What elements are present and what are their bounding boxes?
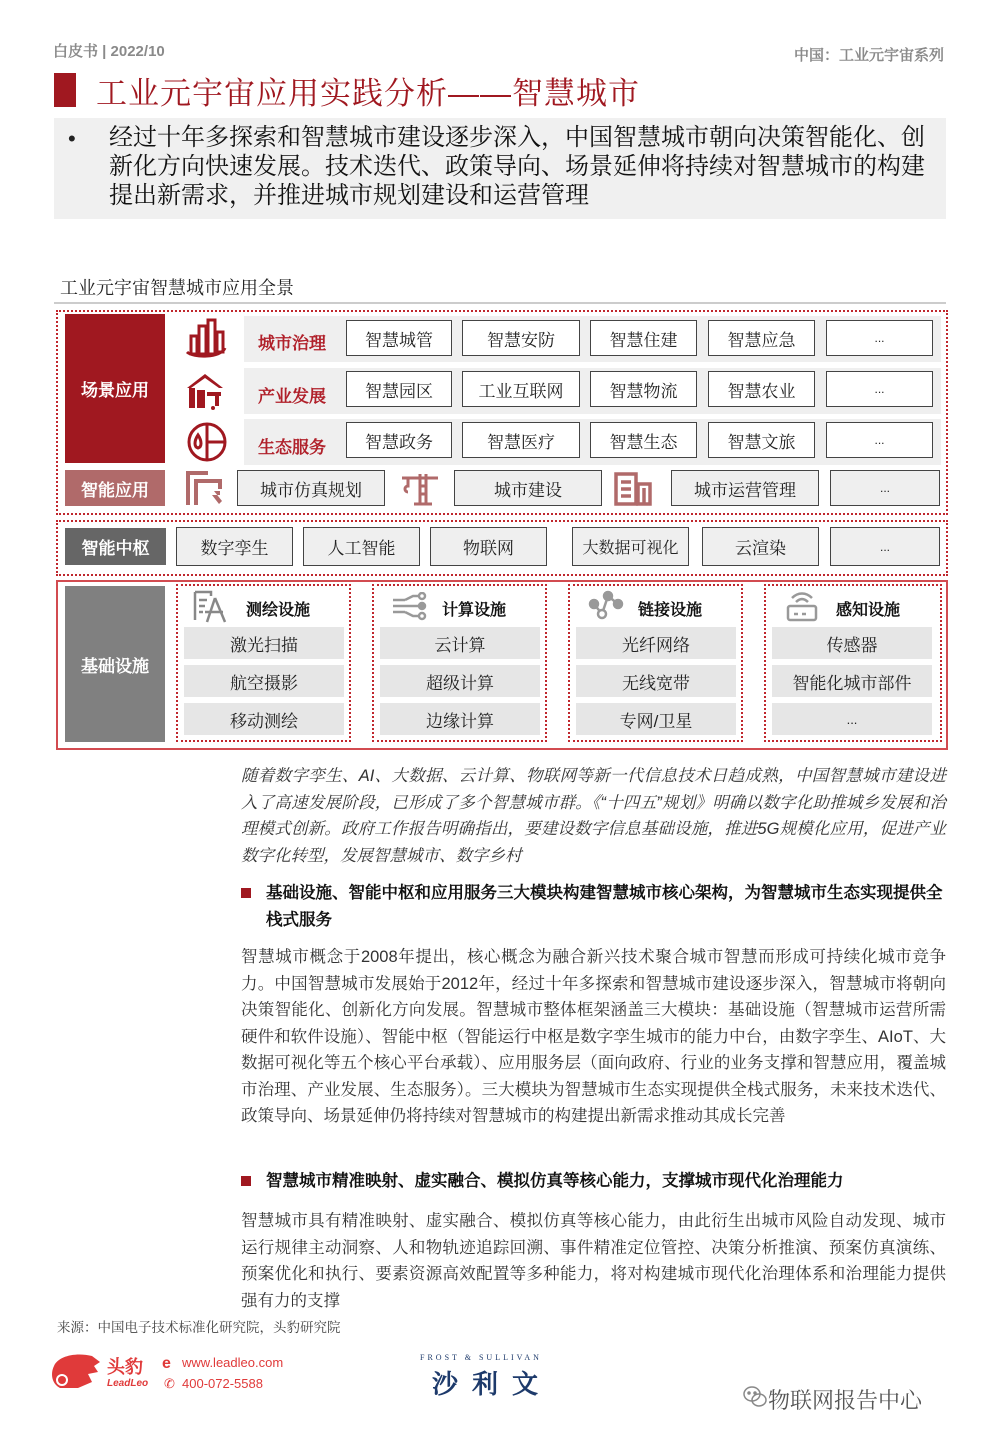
frost-sullivan-en: FROST & SULLIVAN <box>420 1353 542 1362</box>
website-link[interactable]: www.leadleo.com <box>182 1355 284 1370</box>
leadleo-leopard-logo-icon <box>48 1352 104 1397</box>
frost-sullivan-cn: 沙利文 <box>432 1369 553 1399</box>
scene-item-more: ... <box>826 320 933 356</box>
section2-heading-text: 智慧城市精准映射、虚实融合、模拟仿真等核心能力，支撑城市现代化治理能力 <box>266 1172 844 1190</box>
category-governance: 城市治理 <box>258 334 326 353</box>
infra-group-title: 链接设施 <box>638 602 703 619</box>
infra-group-title: 计算设施 <box>442 602 507 619</box>
section1-heading-text: 基础设施、智能中枢和应用服务三大模块构建智慧城市核心架构，为智慧城市生态实现提供全栈式服务 <box>266 884 943 929</box>
scene-item-more: ... <box>826 422 933 458</box>
summary-box <box>54 118 946 219</box>
hub-item: 物联网 <box>430 527 547 566</box>
sensor-router-icon <box>784 590 820 627</box>
red-square-bullet-icon <box>241 1176 251 1186</box>
smart-app-item-more: ... <box>830 470 940 506</box>
industry-house-icon <box>183 370 229 417</box>
scene-item: 智慧物流 <box>590 371 697 407</box>
scene-item: 智慧医疗 <box>462 422 580 458</box>
hub-item: 大数据可视化 <box>572 527 689 566</box>
phone-number: 400-072-5588 <box>182 1376 263 1391</box>
simulation-plan-icon <box>186 471 226 512</box>
infra-item: 智能化城市部件 <box>772 665 932 697</box>
scene-item: 智慧住建 <box>590 320 697 356</box>
hub-item: 云渲染 <box>702 527 819 566</box>
scene-item: 智慧安防 <box>462 320 580 356</box>
compute-circuit-icon <box>391 592 427 627</box>
red-square-bullet-icon <box>241 888 251 898</box>
scene-item: 智慧园区 <box>346 371 452 407</box>
ie-browser-icon: e <box>162 1355 171 1372</box>
scene-item-more: ... <box>826 371 933 407</box>
infra-item: 云计算 <box>380 627 540 659</box>
infra-item: 移动测绘 <box>184 703 344 735</box>
figure-divider <box>54 302 946 304</box>
infra-item: 传感器 <box>772 627 932 659</box>
scene-item: 智慧政务 <box>346 422 452 458</box>
city-buildings-icon <box>183 318 229 363</box>
category-ecology: 生态服务 <box>258 438 326 457</box>
bullet-icon: • <box>68 126 76 151</box>
building-ops-icon <box>614 472 654 511</box>
smart-app-item: 城市建设 <box>454 470 602 506</box>
hub-item: 人工智能 <box>303 527 420 566</box>
infra-item: 激光扫描 <box>184 627 344 659</box>
wechat-account-label: 物联网报告中心 <box>768 1388 923 1413</box>
smart-app-item: 城市运营管理 <box>671 470 819 506</box>
category-industry: 产业发展 <box>258 387 326 406</box>
leadleo-sub: LeadLeo <box>107 1378 149 1389</box>
scene-item: 智慧生态 <box>590 422 697 458</box>
wechat-icon <box>742 1384 768 1415</box>
smart-app-label: 智能应用 <box>65 470 165 506</box>
smart-app-item: 城市仿真规划 <box>237 470 385 506</box>
infra-item: 专网/卫星 <box>576 703 736 735</box>
infra-item-more: ... <box>772 703 932 735</box>
crane-icon <box>400 472 440 511</box>
scene-item: 工业互联网 <box>462 371 580 407</box>
figure-title: 工业元宇宙智慧城市应用全景 <box>60 278 294 298</box>
infra-group-title: 测绘设施 <box>246 602 311 619</box>
infra-item: 无线宽带 <box>576 665 736 697</box>
globe-drop-icon <box>186 421 228 468</box>
scene-item: 智慧城管 <box>346 320 452 356</box>
infra-item: 边缘计算 <box>380 703 540 735</box>
infra-label: 基础设施 <box>65 586 165 742</box>
title-accent-bar <box>54 73 76 107</box>
hub-label: 智能中枢 <box>65 528 166 565</box>
page-title: 工业元宇宙应用实践分析——智慧城市 <box>96 76 640 111</box>
source-note: 来源：中国电子技术标准化研究院，头豹研究院 <box>57 1320 341 1335</box>
phone-icon: ✆ <box>164 1376 175 1391</box>
section2-paragraph: 智慧城市具有精准映射、虚实融合、模拟仿真等核心能力，由此衍生出城市风险自动发现、城市运行规律主动洞察、人和物轨迹追踪回溯、事件精准定位管控、决策分析推演、预案仿真演练、预案优化和执行、要素资源高效配置等多种能力，将对构建城市现代化治理体系和治理能力提供强有力的支撑 <box>241 1212 946 1310</box>
hub-item: 数字孪生 <box>176 527 293 566</box>
link-nodes-icon <box>588 590 624 625</box>
leadleo-name: 头豹 <box>107 1357 143 1377</box>
doc-type-date: 白皮书 | 2022/10 <box>53 43 165 60</box>
series-label: 中国：工业元宇宙系列 <box>793 47 944 64</box>
intro-paragraph: 随着数字孪生、AI、大数据、云计算、物联网等新一代信息技术日趋成熟，中国智慧城市建设进入了高速发展阶段，已形成了多个智慧城市群。《“十四五”规划》明确以数字化助推城乡发展和治理模式创新。政府工作报告明确指出，要建设数字信息基础设施，推进5G规模化应用，促进产业数字化转型，发展智慧城市、数字乡村 <box>241 767 946 865</box>
scene-item: 智慧应急 <box>708 320 815 356</box>
scene-item: 智慧农业 <box>708 371 815 407</box>
section1-heading <box>241 880 946 934</box>
summary-text: 经过十年多探索和智慧城市建设逐步深入，中国智慧城市朝向决策智能化、创新化方向快速发展。技术迭代、政策导向、场景延伸将持续对智慧城市的构建提出新需求，并推进城市规划建设和运营管理 <box>109 124 925 209</box>
infra-item: 光纤网络 <box>576 627 736 659</box>
infra-item: 超级计算 <box>380 665 540 697</box>
scene-app-label: 场景应用 <box>65 314 165 463</box>
section2-heading <box>241 1168 946 1195</box>
section1-paragraph: 智慧城市概念于2008年提出，核心概念为融合新兴技术聚合城市智慧而形成可持续化城市竞争力。中国智慧城市发展始于2012年，经过十年多探索和智慧城市建设逐步深入，智慧城市将朝向决策智能化、创新化方向发展。智慧城市整体框架涵盖三大模块：基础设施（智慧城市运营所需硬件和软件设施）、智能中枢（智能运行中枢是数字孪生城市的能力中台，由数字孪生、AIoT、大数据可视化等五个核心平台承载）、应用服务层（面向政府、行业的业务支撑和智慧应用，覆盖城市治理、产业发展、生态服务）。三大模块为智慧城市生态实现提供全栈式服务，未来技术迭代、政策导向、场景延伸仍将持续对智慧城市的构建提出新需求推动其成长完善 <box>241 948 946 1125</box>
scene-item: 智慧文旅 <box>708 422 815 458</box>
hub-item-more: ... <box>830 527 940 566</box>
survey-compass-icon <box>193 590 229 629</box>
infra-item: 航空摄影 <box>184 665 344 697</box>
infra-group-title: 感知设施 <box>836 602 901 619</box>
